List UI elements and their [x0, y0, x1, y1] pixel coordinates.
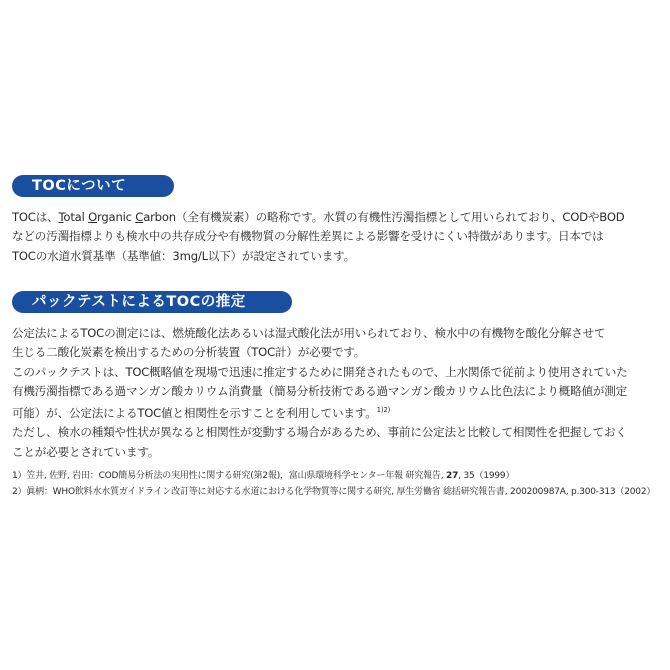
section-heading-packtest [12, 291, 292, 313]
paragraph-line: 公定法によるTOCの測定には、燃焼酸化法あるいは湿式酸化法が用いられており、検水中の有機物を酸化分解させて [12, 326, 606, 340]
packtest-description [12, 324, 660, 462]
paragraph-line: このパックテストは、TOC概略値を現場で迅速に推定するために開発されたもので、上水関係で従前より使用されていた [12, 364, 628, 379]
paragraph-line: 生じる二酸化炭素を検出するための分析装置（TOC計）が必要です。 [12, 345, 366, 360]
paragraph-line: などの汚濁指標よりも検水中の共存成分や有機物質の分解性差異による影響を受けにくい特徴があります。日本では [12, 229, 604, 244]
section-heading-toc [12, 175, 174, 197]
section-heading-packtest-text: パックテストによるTOCの推定 [32, 294, 246, 310]
toc-description [12, 208, 660, 266]
section-heading-toc-text: TOCについて [32, 178, 127, 194]
paragraph-line: TOCの水道水質基準（基準値：3mg/L以下）が設定されています。 [12, 248, 356, 263]
reference-superscript: 1)2) [376, 406, 391, 415]
references-list [12, 468, 660, 500]
paragraph-line: 可能）が、公定法によるTOC値と相関性を示すことを利用しています。$^{1)2)}$ [12, 406, 391, 421]
reference-item: 2）眞柄：WHO飲料水水質ガイドライン改訂等に対応する水道における化学物質等に関する研究, 厚生労働省 総括研究報告書, 200200987A, p.300-313（2002） [12, 487, 656, 497]
paragraph-line: ただし、検水の種類や性状が異なると相関性が変動する場合があるため、事前に公定法と比較して相関性を把握しておく [12, 425, 627, 440]
paragraph-line: TOCは、Total Organic Carbon（全有機炭素）の略称です。水質の有機性汚濁指標として用いられており、CODやBOD [12, 210, 625, 224]
paragraph-line: ことが必要とされています。 [12, 444, 160, 459]
reference-item: 1）笠井, 佐野, 岩田：COD簡易分析法の実用性に関する研究(第2報)，富山県環境科学センター年報 研究報告, 27, 35（1999） [12, 471, 515, 481]
paragraph-line: 有機汚濁指標である過マンガン酸カリウム消費量（簡易分析技術である過マンガン酸カリウム比色法により概略値が測定 [12, 383, 628, 398]
